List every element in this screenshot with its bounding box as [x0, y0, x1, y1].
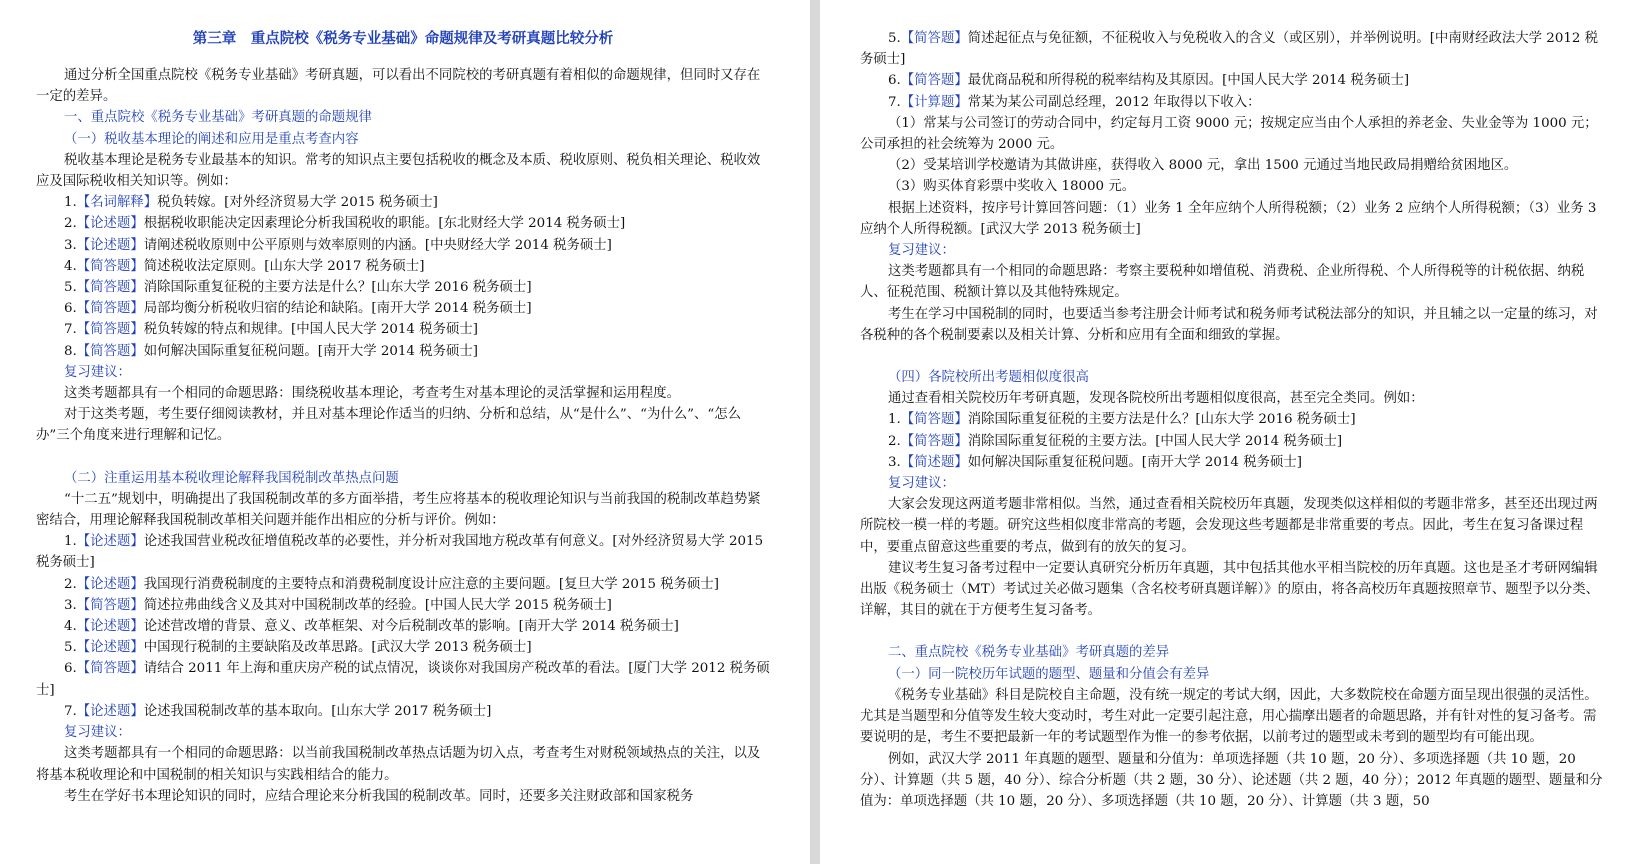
- question-list: [36, 192, 770, 362]
- question-type-tag: 【论述题】: [76, 216, 144, 232]
- subsection-heading: （一）税收基本理论的阐述和应用是重点考查内容: [64, 131, 359, 147]
- paragraph: “十二五”规划中，明确提出了我国税制改革的多方面举措，考生应将基本的税收理论知识与当前我国的税制改革趋势紧密结合，用理论解释我国税制改革相关问题并能作出相应的分析与评价。例如：: [36, 491, 761, 529]
- paragraph: 这类考题都具有一个相同的命题思路：考察主要税种如增值税、消费税、企业所得税、个人所得税等的计税依据、纳税人、征税范围、税额计算以及其他特殊规定。: [860, 264, 1585, 301]
- question-item: [36, 192, 770, 213]
- review-label: 复习建议：: [64, 364, 131, 380]
- calc-items: [860, 113, 1603, 198]
- question-type-tag: 【论述题】: [76, 619, 144, 635]
- paragraph: 根据上述资料，按序号计算回答问题：（1）业务 1 全年应纳个人所得税额；（2）业务 2 应纳个人所得税额；（3）业务 3 应纳个人所得税额。[武汉大学 2013 税务硕士]: [860, 200, 1597, 237]
- question-number: 6.: [64, 301, 77, 317]
- question-number: 5.: [888, 31, 901, 46]
- paragraph: 通过查看相关院校历年考研真题，发现各院校所出考题相似度很高，甚至完全类同。例如：: [888, 391, 1424, 407]
- question-text: 消除国际重复征税的主要方法。[中国人民大学 2014 税务硕士]: [967, 433, 1343, 449]
- question-number: 7.: [888, 94, 901, 110]
- question-item: [36, 637, 770, 658]
- left-page: [0, 0, 810, 864]
- question-type-tag: 【简答题】: [900, 31, 968, 46]
- question-type-tag: 【简答题】: [76, 322, 144, 338]
- question-text: 消除国际重复征税的主要方法是什么？[山东大学 2016 税务硕士]: [143, 280, 532, 296]
- question-item: [36, 595, 770, 616]
- paragraph: 大家会发现这两道考题非常相似。当然，通过查看相关院校历年真题，发现类似这样相似的考题非常多，甚至还出现过两所院校一模一样的考题。研究这些相似度非常高的考题，会发现这些考题都是非常重要的考点。因此，考生在复习备课过程中，要重点留意这些重要的考点，做到有的放矢的复习。: [860, 497, 1598, 555]
- question-number: 4.: [64, 619, 77, 635]
- question-text: 如何解决国际重复征税问题。[南开大学 2014 税务硕士]: [967, 454, 1302, 470]
- paragraph: 税收基本理论是税务专业最基本的知识。常考的知识点主要包括税收的概念及本质、税收原则、税负相关理论、税收效应及国际税收相关知识等。例如：: [36, 152, 761, 190]
- question-type-tag: 【简答题】: [900, 433, 968, 449]
- question-text: 税负转嫁。[对外经济贸易大学 2015 税务硕士]: [157, 195, 438, 211]
- question-type-tag: 【简答题】: [900, 412, 968, 428]
- question-number: 8.: [64, 343, 77, 359]
- question-text: 简述税收法定原则。[山东大学 2017 税务硕士]: [143, 258, 425, 274]
- question-number: 5.: [64, 640, 77, 656]
- question-type-tag: 【名词解释】: [76, 195, 158, 211]
- question-number: 7.: [64, 322, 77, 338]
- right-page: [820, 0, 1639, 864]
- question-number: 3.: [64, 597, 77, 613]
- question-item: [860, 92, 1603, 113]
- paragraph: 考生在学好书本理论知识的同时，应结合理论来分析我国的税制改革。同时，还要多关注财政部和国家税务: [64, 788, 694, 804]
- calc-item: （1）常某与公司签订的劳动合同中，约定每月工资 9000 元；按规定应当由个人承担的养老金、失业金等为 1000 元；公司承担的社会统筹为 2000 元。: [860, 115, 1598, 153]
- review-label: 复习建议：: [888, 243, 955, 259]
- question-text: 如何解决国际重复征税问题。[南开大学 2014 税务硕士]: [143, 343, 478, 359]
- question-type-tag: 【简答题】: [76, 343, 144, 359]
- question-item: [36, 658, 770, 700]
- question-type-tag: 【简答题】: [76, 661, 144, 677]
- chapter-title: 第三章 重点院校《税务专业基础》命题规律及考研真题比较分析: [192, 30, 614, 47]
- question-number: 1.: [64, 534, 77, 550]
- question-type-tag: 【论述题】: [76, 640, 144, 656]
- paragraph: 对于这类考题，考生要仔细阅读教材，并且对基本理论作适当的归纳、分析和总结，从“是什么”、“为什么”、“怎么办”三个角度来进行理解和记忆。: [36, 407, 741, 444]
- question-type-tag: 【论述题】: [76, 534, 144, 550]
- question-text: 局部均衡分析税收归宿的结论和缺陷。[南开大学 2014 税务硕士]: [143, 301, 532, 317]
- question-number: 3.: [64, 237, 77, 253]
- question-type-tag: 【论述题】: [76, 237, 144, 253]
- question-item: [36, 298, 770, 319]
- question-text: 论述我国营业税改征增值税改革的必要性，并分析对我国地方税改革有何意义。[对外经济贸易大学 2015 税务硕士]: [36, 534, 764, 571]
- question-item: [36, 319, 770, 340]
- question-number: 3.: [888, 454, 901, 470]
- question-item: [36, 213, 770, 234]
- question-text: 税负转嫁的特点和规律。[中国人民大学 2014 税务硕士]: [143, 322, 478, 338]
- question-item: [860, 28, 1603, 70]
- question-text: 简述拉弗曲线含义及其对中国税制改革的经验。[中国人民大学 2015 税务硕士]: [143, 597, 612, 613]
- question-number: 2.: [64, 216, 77, 232]
- question-item: [36, 256, 770, 277]
- paragraph: 建议考生复习备考过程中一定要认真研究分析历年真题，其中包括其他水平相当院校的历年真题。这也是圣才考研网编辑出版《税务硕士（MT）考试过关必做习题集（含名校考研真题详解）》的原由，将各高校历年真题按照章节、题型予以分类、详解，其目的就在于方便考生复习备考。: [860, 560, 1600, 619]
- paragraph: 例如，武汉大学 2011 年真题的题型、题量和分值为：单项选择题（共 10 题，20 分）、多项选择题（共 10 题，20 分）、计算题（共 5 题，40 分）、综合分析题（共 2 题，30 分）、论述题（共 2 题，40 分）；2012 年真题的题型、题量和分值为：单项选择题（共 10 题，20 分）、多项选择题（共 10 题，20 分）、计算题（共 3 题，50: [860, 751, 1603, 809]
- subsection-heading: （二）注重运用基本税收理论解释我国税制改革热点问题: [64, 470, 399, 486]
- section-heading: 二、重点院校《税务专业基础》考研真题的差异: [888, 645, 1170, 661]
- subsection-heading: （四）各院校所出考题相似度很高: [888, 370, 1089, 386]
- question-text: 简述起征点与免征额，不征税收入与免税收入的含义（或区别），并举例说明。[中南财经政法大学 2012 税务硕士]: [860, 31, 1599, 68]
- question-number: 5.: [64, 280, 77, 296]
- calc-item: （2）受某培训学校邀请为其做讲座，获得收入 8000 元，拿出 1500 元通过当地民政局捐赠给贫困地区。: [888, 158, 1518, 174]
- page-gutter: [810, 0, 820, 864]
- question-item: [36, 235, 770, 256]
- section-heading: 一、重点院校《税务专业基础》考研真题的命题规律: [64, 110, 372, 126]
- question-item: [860, 452, 1603, 473]
- question-type-tag: 【计算题】: [900, 94, 968, 110]
- question-text: 论述营改增的背景、意义、改革框架、对今后税制改革的影响。[南开大学 2014 税务硕士]: [143, 619, 679, 635]
- question-list: [860, 28, 1603, 113]
- question-item: [36, 277, 770, 298]
- question-text: 消除国际重复征税的主要方法是什么？[山东大学 2016 税务硕士]: [967, 412, 1356, 428]
- question-item: [36, 616, 770, 637]
- question-text: 请阐述税收原则中公平原则与效率原则的内涵。[中央财经大学 2014 税务硕士]: [143, 237, 612, 253]
- question-text: 我国现行消费税制度的主要特点和消费税制度设计应注意的主要问题。[复旦大学 2015 税务硕士]: [143, 576, 720, 592]
- question-item: [36, 701, 770, 722]
- paragraph: 《税务专业基础》科目是院校自主命题，没有统一规定的考试大纲，因此，大多数院校在命题方面呈现出很强的灵活性。尤其是当题型和分值等发生较大变动时，考生对此一定要引起注意，用心揣摩出题者的命题思路，并有针对性的复习备考。需要说明的是，考生不要把最新一年的考试题型作为惟一的参考依据，以前考过的题型或未考到的题型均有可能出现。: [860, 687, 1598, 746]
- intro-paragraph: 通过分析全国重点院校《税务专业基础》考研真题，可以看出不同院校的考研真题有着相似的命题规律，但同时又存在一定的差异。: [36, 68, 761, 105]
- question-text: 中国现行税制的主要缺陷及改革思路。[武汉大学 2013 税务硕士]: [143, 640, 532, 656]
- question-type-tag: 【简答题】: [76, 280, 144, 296]
- question-type-tag: 【简述题】: [900, 454, 968, 470]
- review-label: 复习建议：: [888, 476, 955, 492]
- question-number: 6.: [64, 661, 77, 677]
- paragraph: 这类考题都具有一个相同的命题思路：以当前我国税制改革热点话题为切入点，考查考生对财税领域热点的关注，以及将基本税收理论和中国税制的相关知识与实践相结合的能力。: [36, 746, 761, 783]
- question-number: 6.: [888, 73, 901, 89]
- question-text: 最优商品税和所得税的税率结构及其原因。[中国人民大学 2014 税务硕士]: [967, 73, 1410, 89]
- question-type-tag: 【简答题】: [76, 597, 144, 613]
- question-item: [860, 431, 1603, 452]
- subsection-heading: （一）同一院校历年试题的题型、题量和分值会有差异: [888, 666, 1210, 682]
- review-label: 复习建议：: [64, 725, 131, 741]
- question-text: 请结合 2011 年上海和重庆房产税的试点情况，谈谈你对我国房产税改革的看法。[厦门大学 2012 税务硕士]: [36, 661, 770, 698]
- question-type-tag: 【论述题】: [76, 576, 144, 592]
- question-item: [860, 409, 1603, 430]
- question-text: 根据税收职能决定因素理论分析我国税收的职能。[东北财经大学 2014 税务硕士]: [143, 216, 626, 232]
- question-list: [860, 409, 1603, 473]
- question-item: [36, 531, 770, 573]
- question-item: [860, 70, 1603, 91]
- question-type-tag: 【论述题】: [76, 703, 144, 719]
- calc-item: （3）购买体育彩票中奖收入 18000 元。: [888, 179, 1136, 195]
- question-item: [36, 341, 770, 362]
- question-text: 常某为某公司副总经理，2012 年取得以下收入：: [967, 94, 1261, 110]
- paragraph: 考生在学习中国税制的同时，也要适当参考注册会计师考试和税务师考试税法部分的知识，并且辅之以一定量的练习，对各税种的各个税制要素以及相关计算、分析和应用有全面和细致的掌握。: [860, 306, 1598, 343]
- paragraph: 这类考题都具有一个相同的命题思路：围绕税收基本理论，考查考生对基本理论的灵活掌握和运用程度。: [64, 386, 680, 402]
- question-number: 4.: [64, 258, 77, 274]
- question-type-tag: 【简答题】: [76, 301, 144, 317]
- question-item: [36, 574, 770, 595]
- question-text: 论述我国税制改革的基本取向。[山东大学 2017 税务硕士]: [143, 703, 492, 719]
- question-number: 2.: [888, 433, 901, 449]
- question-list: [36, 531, 770, 722]
- question-number: 1.: [64, 195, 77, 211]
- question-type-tag: 【简答题】: [76, 258, 144, 274]
- question-number: 1.: [888, 412, 901, 428]
- question-number: 7.: [64, 703, 77, 719]
- question-type-tag: 【简答题】: [900, 73, 968, 89]
- question-number: 2.: [64, 576, 77, 592]
